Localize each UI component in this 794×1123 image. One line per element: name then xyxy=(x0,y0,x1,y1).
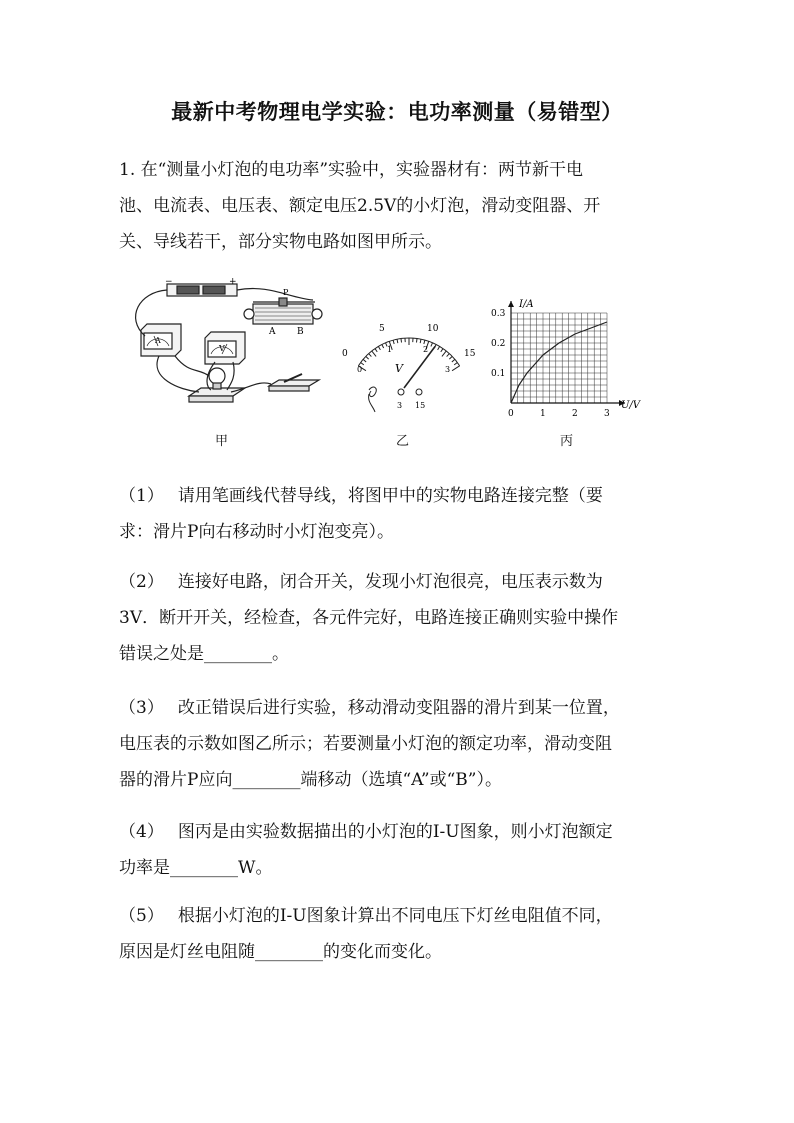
x-tick-label: 0 xyxy=(508,409,514,419)
subquestion-text: 请用笔画线代替导线，将图甲中的实物电路连接完整（要 xyxy=(177,486,603,506)
dial-needle xyxy=(404,346,435,388)
subquestion-3 xyxy=(119,690,679,798)
dial-outer-tick: 15 xyxy=(464,349,476,359)
subquestion-5 xyxy=(119,898,679,970)
dial-tick xyxy=(366,356,369,359)
dial-tick xyxy=(375,349,377,352)
subquestion-number: （4） xyxy=(119,822,164,842)
terminal-3-label: 3 xyxy=(397,401,403,410)
y-tick-label: 0.2 xyxy=(491,339,506,349)
figure-caption-bing: 丙 xyxy=(560,434,574,449)
dial-inner-tick: 3 xyxy=(445,365,451,374)
dial-tick xyxy=(441,349,443,352)
y-axis-label: I/A xyxy=(519,299,534,310)
figure-caption-yi: 乙 xyxy=(396,434,410,449)
dial-tick xyxy=(382,344,384,348)
rheostat-b-label: B xyxy=(297,327,304,337)
subquestion-text: 图丙是由实验数据描出的小灯泡的I-U图象，则小灯泡额定 xyxy=(177,822,613,842)
dial-outer-tick: 5 xyxy=(379,324,385,334)
subquestion-text: 根据小灯泡的I-U图象计算出不同电压下灯丝电阻值不同， xyxy=(177,906,613,926)
dial-tick xyxy=(393,340,394,344)
dial-outer-tick: 10 xyxy=(427,324,439,334)
intro-line: 关、导线若干，部分实物电路如图甲所示。 xyxy=(119,232,442,252)
dial-tick xyxy=(369,354,372,357)
dial-inner-tick: 0 xyxy=(357,365,363,374)
dial-tick xyxy=(431,343,433,347)
dial-tick xyxy=(449,356,452,359)
subquestion-text: 改正错误后进行实验，移动滑动变阻器的滑片到某一位置， xyxy=(177,698,620,718)
question-intro xyxy=(119,152,679,260)
dial-tick xyxy=(372,351,376,356)
dial-meter-symbol: V xyxy=(395,362,403,375)
subquestion-1 xyxy=(119,478,679,550)
subquestion-text: 原因是灯丝电阻随________的变化而变化。 xyxy=(119,942,442,962)
subquestion-text: 错误之处是________。 xyxy=(119,644,289,664)
dial-inner-tick: 1 xyxy=(387,345,393,354)
dial-tick xyxy=(442,351,446,356)
dial-tick xyxy=(378,346,380,349)
voltmeter-symbol: V xyxy=(219,344,225,353)
subquestion-text: 连接好电路，闭合开关，发现小灯泡很亮，电压表示数为 xyxy=(177,572,603,592)
dial-inner-tick: 2 xyxy=(423,345,429,354)
subquestion-text: 器的滑片P应向________端移动（选填“A”或“B”）。 xyxy=(119,770,502,790)
subquestion-2 xyxy=(119,564,679,672)
x-tick-label: 2 xyxy=(572,409,578,419)
subquestion-number: （5） xyxy=(119,906,164,926)
intro-line: 池、电流表、电压表、额定电压2.5V的小灯泡，滑动变阻器、开 xyxy=(119,196,601,216)
dial-tick xyxy=(401,339,402,343)
voltmeter-dial-yi xyxy=(339,308,479,438)
rheostat-a-label: A xyxy=(269,327,276,337)
dial-tick xyxy=(454,363,457,365)
subquestion-text: 电压表的示数如图乙所示；若要测量小灯泡的额定功率，滑动变阻 xyxy=(119,734,612,754)
dial-tick xyxy=(452,366,460,371)
dial-tick xyxy=(420,339,421,343)
terminal-15-label: 15 xyxy=(415,401,426,410)
y-tick-label: 0.3 xyxy=(491,309,506,319)
subquestion-text: 求：滑片P向右移动时小灯泡变亮）。 xyxy=(119,522,394,542)
y-tick-label: 0.1 xyxy=(491,369,506,379)
circuit-diagram-jia xyxy=(119,278,334,428)
x-axis-label: U/V xyxy=(621,400,641,411)
subquestion-text: 3V．断开开关，经检查，各元件完好，电路连接正确则实验中操作 xyxy=(119,608,619,628)
y-axis-arrow xyxy=(508,301,514,307)
subquestion-4 xyxy=(119,814,679,886)
ammeter-symbol: A xyxy=(155,336,161,345)
battery-minus-label: − xyxy=(165,278,173,287)
dial-tick xyxy=(416,339,417,343)
iu-chart-bing xyxy=(489,298,649,448)
rheostat-p-label: P xyxy=(283,288,289,297)
subquestion-number: （1） xyxy=(119,486,164,506)
intro-line: 1. 在“测量小灯泡的电功率”实验中，实验器材有：两节新干电 xyxy=(119,160,584,180)
dial-tick xyxy=(363,359,366,362)
x-tick-label: 3 xyxy=(604,409,610,419)
subquestion-text: 功率是________W。 xyxy=(119,858,273,878)
dial-outer-tick: 0 xyxy=(342,349,348,359)
x-tick-label: 1 xyxy=(540,409,546,419)
dial-tick xyxy=(438,346,440,349)
page-title: 最新中考物理电学实验：电功率测量（易错型） xyxy=(171,100,623,124)
dial-tick xyxy=(424,340,425,344)
dial-tick xyxy=(452,359,455,362)
dial-tick xyxy=(447,354,450,357)
dial-tick xyxy=(397,339,398,343)
subquestion-number: （2） xyxy=(119,572,164,592)
subquestion-number: （3） xyxy=(119,698,164,718)
battery-plus-label: + xyxy=(229,278,237,287)
figure-caption-jia: 甲 xyxy=(215,434,229,449)
